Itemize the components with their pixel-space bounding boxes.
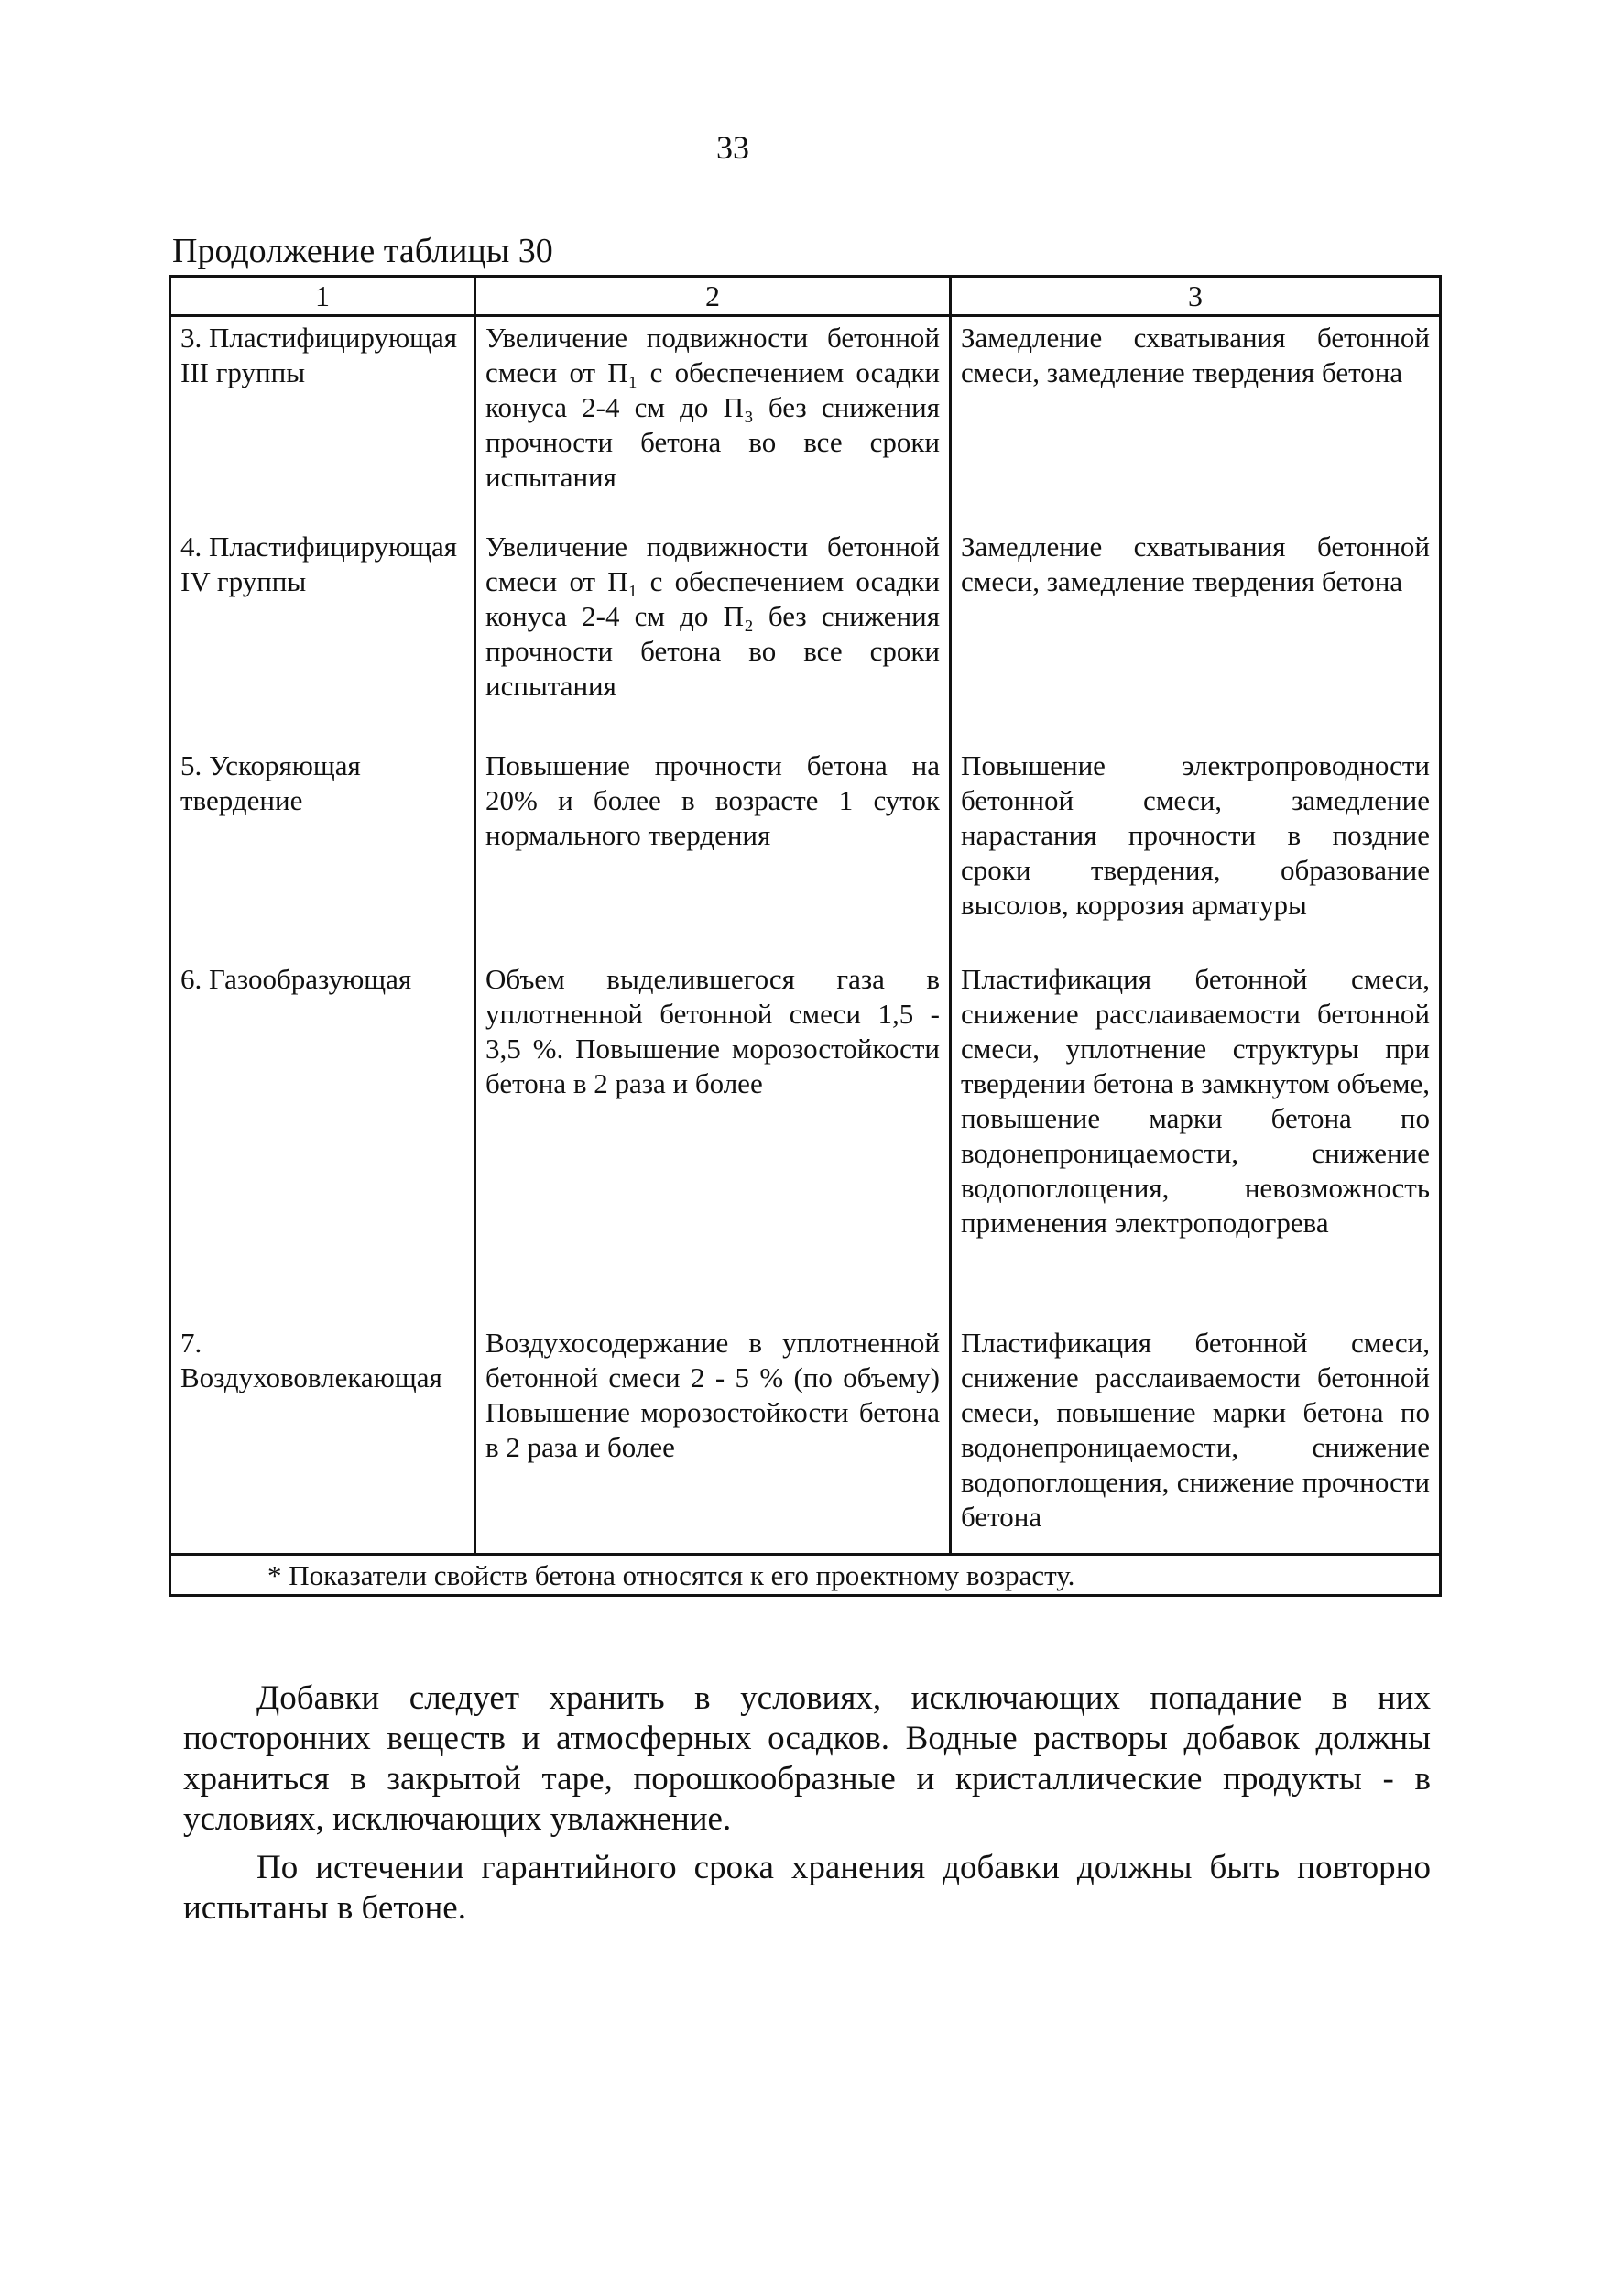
table-row: [170, 526, 1441, 745]
effect-cell: Объем выделившегося газа в уплотненной бетонной смеси 1,5 - 3,5 %. Повышение морозостойкости бетона в 2 раза и более: [475, 958, 951, 1322]
storage-paragraph: Добавки следует хранить в условиях, исключающих попадание в них посторонних веществ и атмосферных осадков. Водные растворы добавок должны храниться в закрытой таре, порошкообразные и кристаллические продукты - в условиях, исключающих увлажнение.: [183, 1679, 1431, 1838]
table-row: [170, 745, 1441, 958]
table-row: [170, 316, 1441, 527]
side-effect-cell: Пластификация бетонной смеси, снижение расслаиваемости бетонной смеси, уплотнение структуры при твердении бетона в замкнутом объеме, повышение марки бетона по водонепроницаемости, снижение водопоглощения, невозможность применения электроподогрева: [951, 958, 1441, 1322]
table-caption: Продолжение таблицы 30: [172, 232, 553, 270]
table-header-row: [170, 277, 1441, 316]
side-effect-cell: Замедление схватывания бетонной смеси, замедление твердения бетона: [951, 526, 1441, 745]
table-row: [170, 1322, 1441, 1555]
table-footnote-row: [170, 1555, 1441, 1596]
additive-name-cell: 4. Пластифицирующая IV группы: [170, 526, 475, 745]
retest-paragraph: По истечении гарантийного срока хранения добавки должны быть повторно испытаны в бетоне.: [183, 1849, 1431, 1927]
additive-name-cell: 6. Газообразующая: [170, 958, 475, 1322]
effect-cell: Повышение прочности бетона на 20% и более в возрасте 1 суток нормального твердения: [475, 745, 951, 958]
column-header-2: 2: [475, 277, 951, 316]
effect-cell: Увеличение подвижности бетонной смеси от П₁ с обеспечением осадки конуса 2-4 см до П₃ без снижения прочности бетона во все сроки испытания: [475, 316, 951, 527]
page-number: 33: [716, 129, 749, 166]
additive-name-cell: 3. Пластифицирующая III группы: [170, 316, 475, 527]
table-row: [170, 958, 1441, 1322]
side-effect-cell: Замедление схватывания бетонной смеси, замедление твердения бетона: [951, 316, 1441, 527]
additives-table: [169, 275, 1442, 1597]
column-header-3: 3: [951, 277, 1441, 316]
side-effect-cell: Пластификация бетонной смеси, снижение расслаиваемости бетонной смеси, повышение марки бетона по водонепроницаемости, снижение водопоглощения, снижение прочности бетона: [951, 1322, 1441, 1555]
effect-cell: Увеличение подвижности бетонной смеси от П₁ с обеспечением осадки конуса 2-4 см до П₂ без снижения прочности бетона во все сроки испытания: [475, 526, 951, 745]
effect-cell: Воздухосодержание в уплотненной бетонной смеси 2 - 5 % (по объему) Повышение морозостойкости бетона в 2 раза и более: [475, 1322, 951, 1555]
table-footnote: * Показатели свойств бетона относятся к его проектному возрасту.: [170, 1555, 1441, 1596]
side-effect-cell: Повышение электропроводности бетонной смеси, замедление нарастания прочности в поздние сроки твердения, образование высолов, коррозия арматуры: [951, 745, 1441, 958]
additive-name-cell: 5. Ускоряющая твердение: [170, 745, 475, 958]
column-header-1: 1: [170, 277, 475, 316]
additive-name-cell: 7. Воздухововлекающая: [170, 1322, 475, 1555]
